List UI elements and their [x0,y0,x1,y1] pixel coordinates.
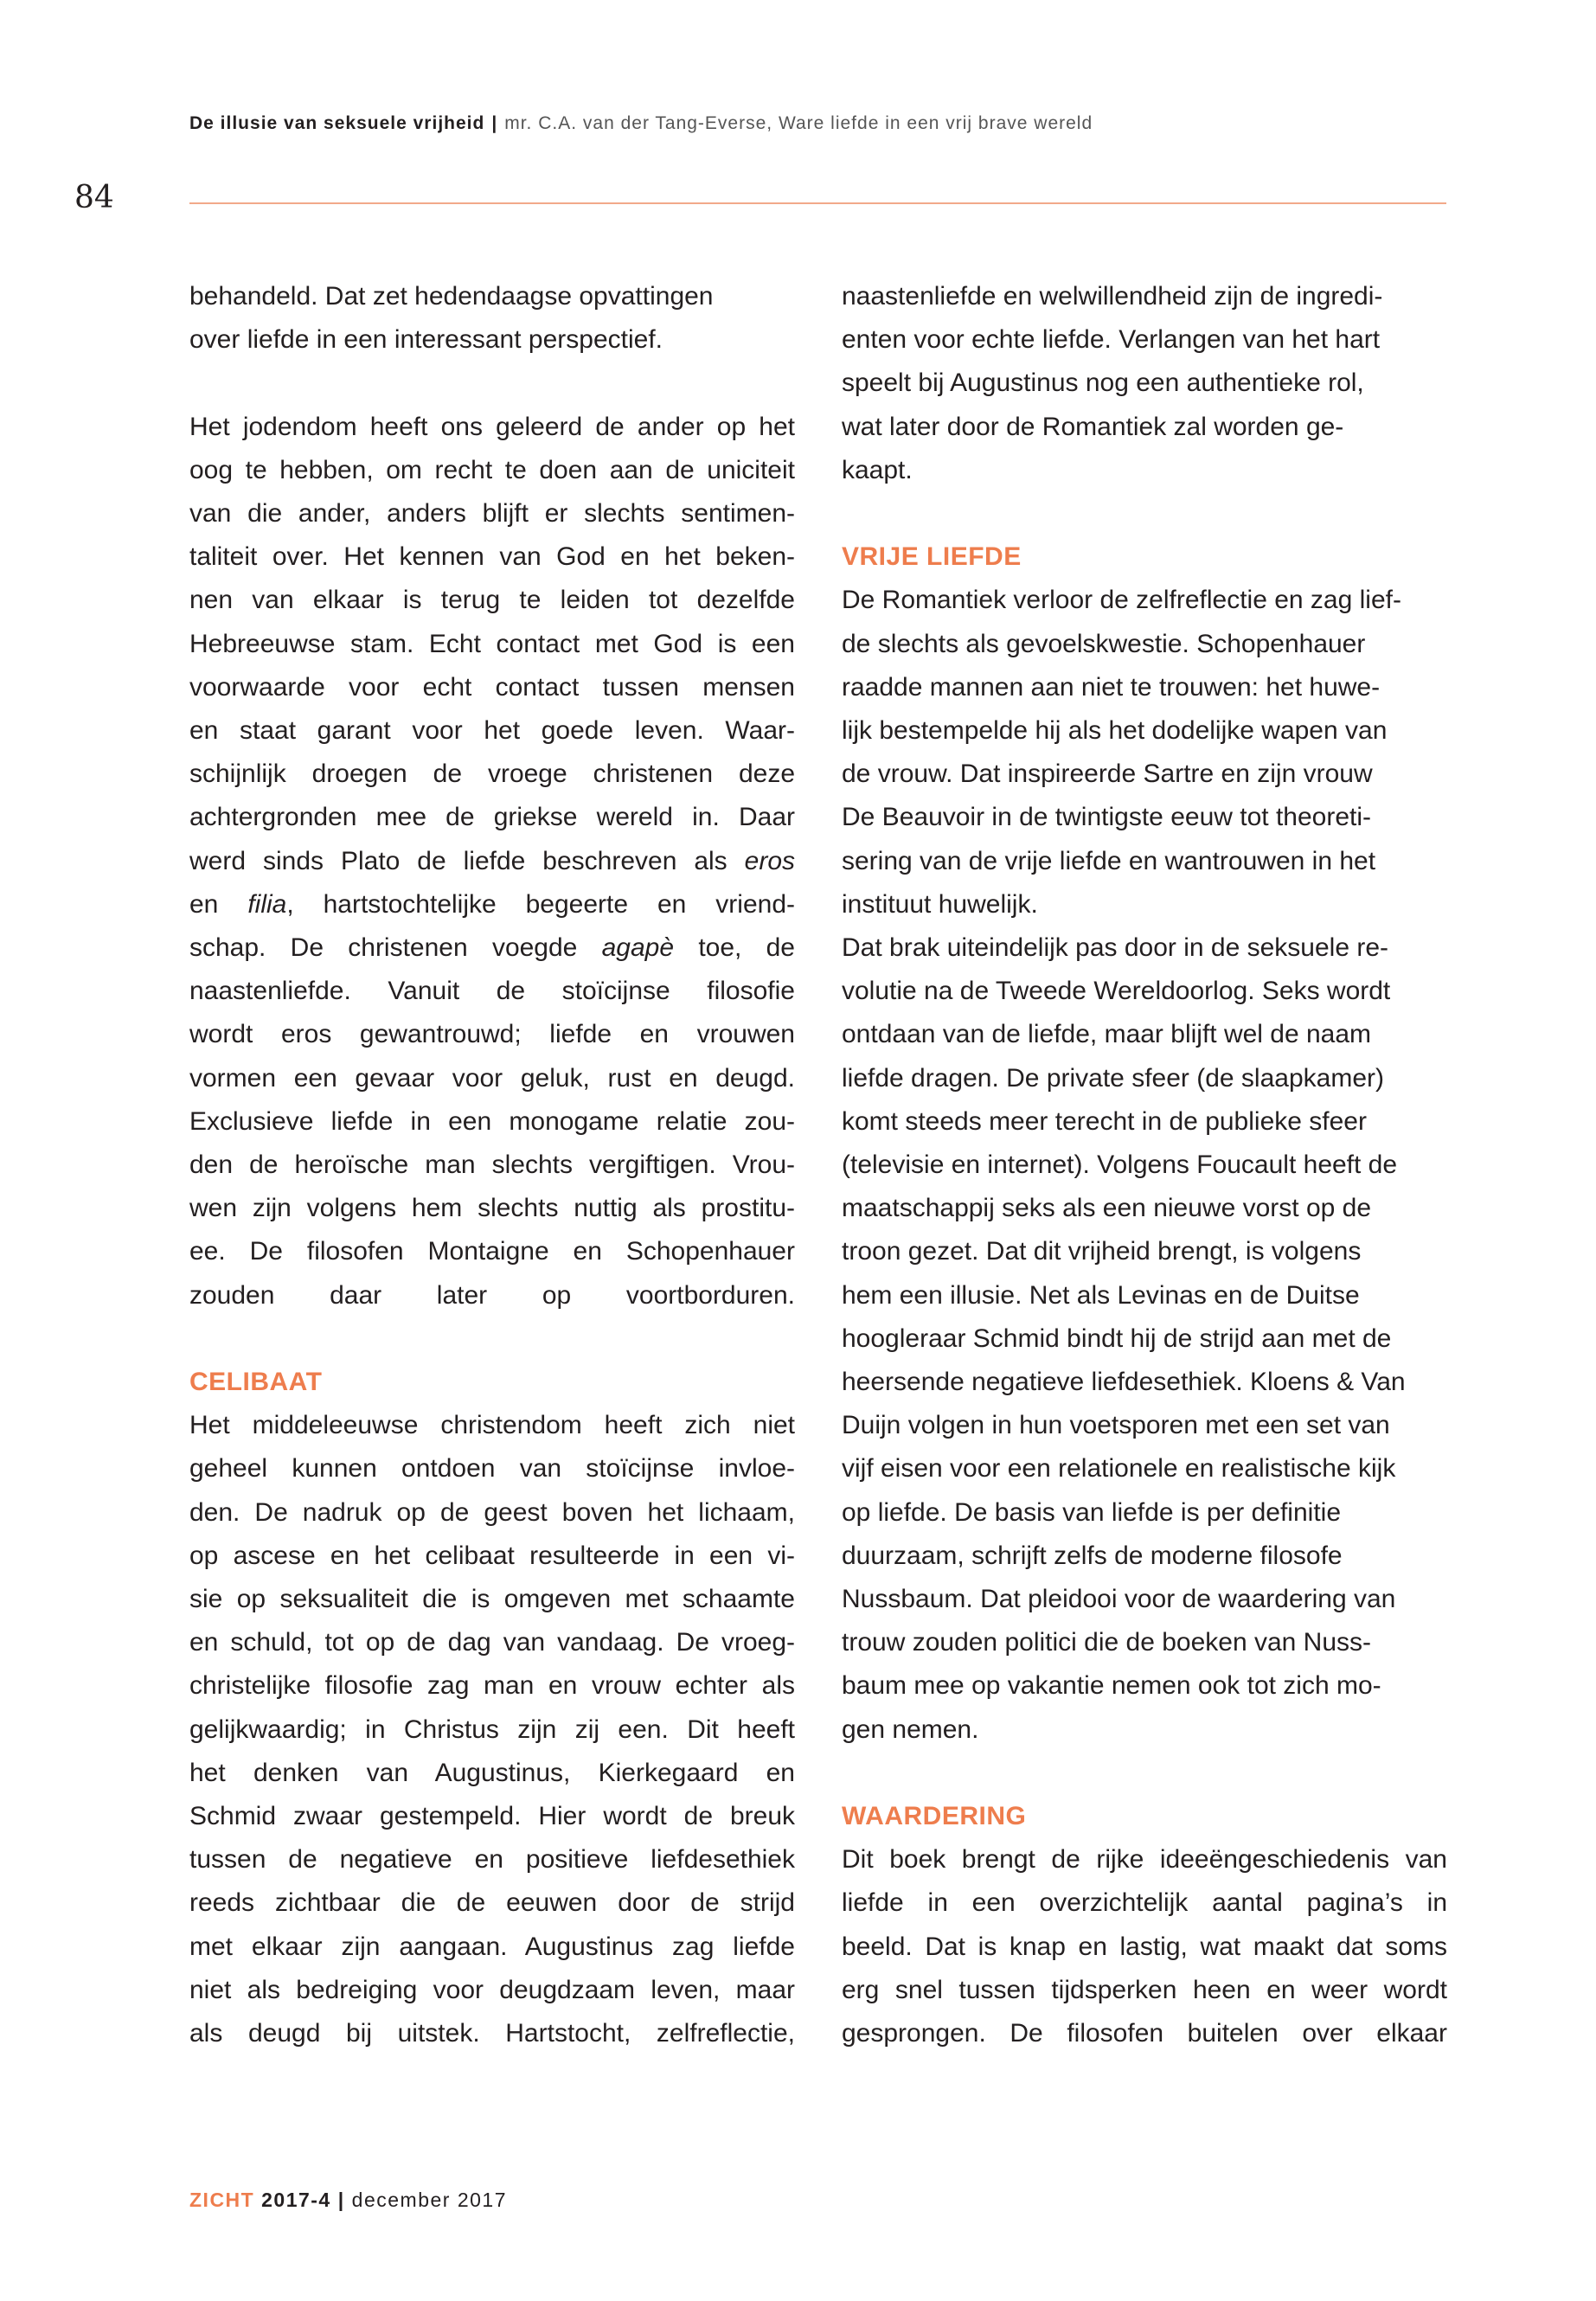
left-column [189,275,795,2055]
paragraph: behandeld. Dat zet hedendaagse opvattingen over liefde in een interessant perspectief. [189,282,714,355]
article-title: De illusie van seksuele vrijheid [189,113,485,133]
paragraph: Het jodendom heeft ons geleerd de ander op het oog te hebben, om recht te doen aan de uniciteit van die ander, anders blijft er slechts sentimen- taliteit over. Het kennen van God en het beken- nen van elkaar is terug te leiden tot dezelfde Hebreeuwse stam. Echt contact met God is een voorwaarde voor echt contact tussen mensen en staat garant voor het goede leven. Waar- schijnlijk droegen de vroege christenen deze achtergronden mee de griekse wereld in. Daar werd sinds Plato de liefde beschreven als eros en filia, hartstochtelijke begeerte en vriend- schap. De christenen voegde agapè toe, de naastenliefde. Vanuit de stoïcijnse filosofie wordt eros gewantrouwd; liefde en vrouwen vormen een gevaar voor geluk, rust en deugd. Exclusieve liefde in een monogame relatie zou- den de heroïsche man slechts vergiftigen. Vrou- wen zijn volgens hem slechts nuttig als prostitu- ee. De filosofen Montaigne en Schopenhauer zouden daar later op voortborduren. [189,412,795,1310]
section-heading-vrije-liefde: VRIJE LIEFDE [842,542,1022,572]
paragraph: Dit boek brengt de rijke ideeëngeschiedenis van liefde in een overzichtelijk aantal pagina’s in beeld. Dat is knap en lastig, wat maakt dat soms erg snel tussen tijdsperken heen en weer wordt gesprongen. De filosofen buitelen over elkaar [842,1845,1447,2048]
issue-number: 2017-4 [261,2189,331,2211]
page-number: 84 [74,180,114,215]
paragraph: De Romantiek verloor de zelfreflectie en zag lief- de slechts als gevoelskwestie. Schopenhauer raadde mannen aan niet te trouwen: het huwe- lijk bestempelde hij als het dodelijke wapen van de vrouw. Dat inspireerde Sartre en zijn vrouw De Beauvoir in de twintigste eeuw tot theoreti- sering van de vrije liefde en wantrouwen in het instituut huwelijk. [842,586,1401,919]
paragraph: Dat brak uiteindelijk pas door in de seksuele re- volutie na de Tweede Wereldoorlog. Seks wordt ontdaan van de liefde, maar blijft wel de naam liefde dragen. De private sfeer (de slaapkamer) komt steeds meer terecht in de publieke sfeer (televisie en internet). Volgens Foucault heeft de maatschappij seks als een nieuwe vorst op de troon gezet. Dat dit vrijheid brengt, is volgens hem een illusie. Net als Levinas en de Duitse hoogleraar Schmid bindt hij de strijd aan met de heersende negatieve liefdesethiek. Kloens & Van Duijn volgen in hun voetsporen met een set van vijf eisen voor een relationele en realistische kijk op liefde. De basis van liefde is per definitie duurzaam, schrijft zelfs de moderne filosofe Nussbaum. Dat pleidooi voor de waardering van trouw zouden politici die de boeken van Nuss- baum mee op vakantie nemen ook tot zich mo- gen nemen. [842,933,1406,1744]
paragraph: Het middeleeuwse christendom heeft zich niet geheel kunnen ontdoen van stoïcijnse invloe- den. De nadruk op de geest boven het lichaam, op ascese en het celibaat resulteerde in een vi- sie op seksualiteit die is omgeven met schaamte en schuld, tot op de dag van vandaag. De vroeg- christelijke filosofie zag man en vrouw echter als gelijkwaardig; in Christus zijn zij een. Dit heeft het denken van Augustinus, Kierkegaard en Schmid zwaar gestempeld. Hier wordt de breuk tussen de negatieve en positieve liefdesethiek reeds zichtbaar die de eeuwen door de strijd met elkaar zijn aangaan. Augustinus zag liefde niet als bedreiging voor deugdzaam leven, maar als deugd bij uitstek. Hartstocht, zelfreflectie, [189,1411,795,2048]
footer-separator: | [337,2189,345,2211]
section-heading-waardering: WAARDERING [842,1802,1027,1831]
footer [189,2189,507,2212]
header-rule [189,202,1446,204]
header-separator: | [491,113,498,133]
magazine-name: ZICHT [189,2189,255,2211]
running-head [189,113,1452,134]
right-column [842,275,1447,2055]
author-line: mr. C.A. van der Tang-Everse, Ware liefde in een vrij brave wereld [504,113,1093,133]
section-heading-celibaat: CELIBAAT [189,1368,323,1397]
paragraph: naastenliefde en welwillendheid zijn de ingredi- enten voor echte liefde. Verlangen van het hart speelt bij Augustinus nog een authentieke rol, wat later door de Romantiek zal worden ge- kaapt. [842,282,1383,484]
issue-date: december 2017 [351,2189,508,2211]
